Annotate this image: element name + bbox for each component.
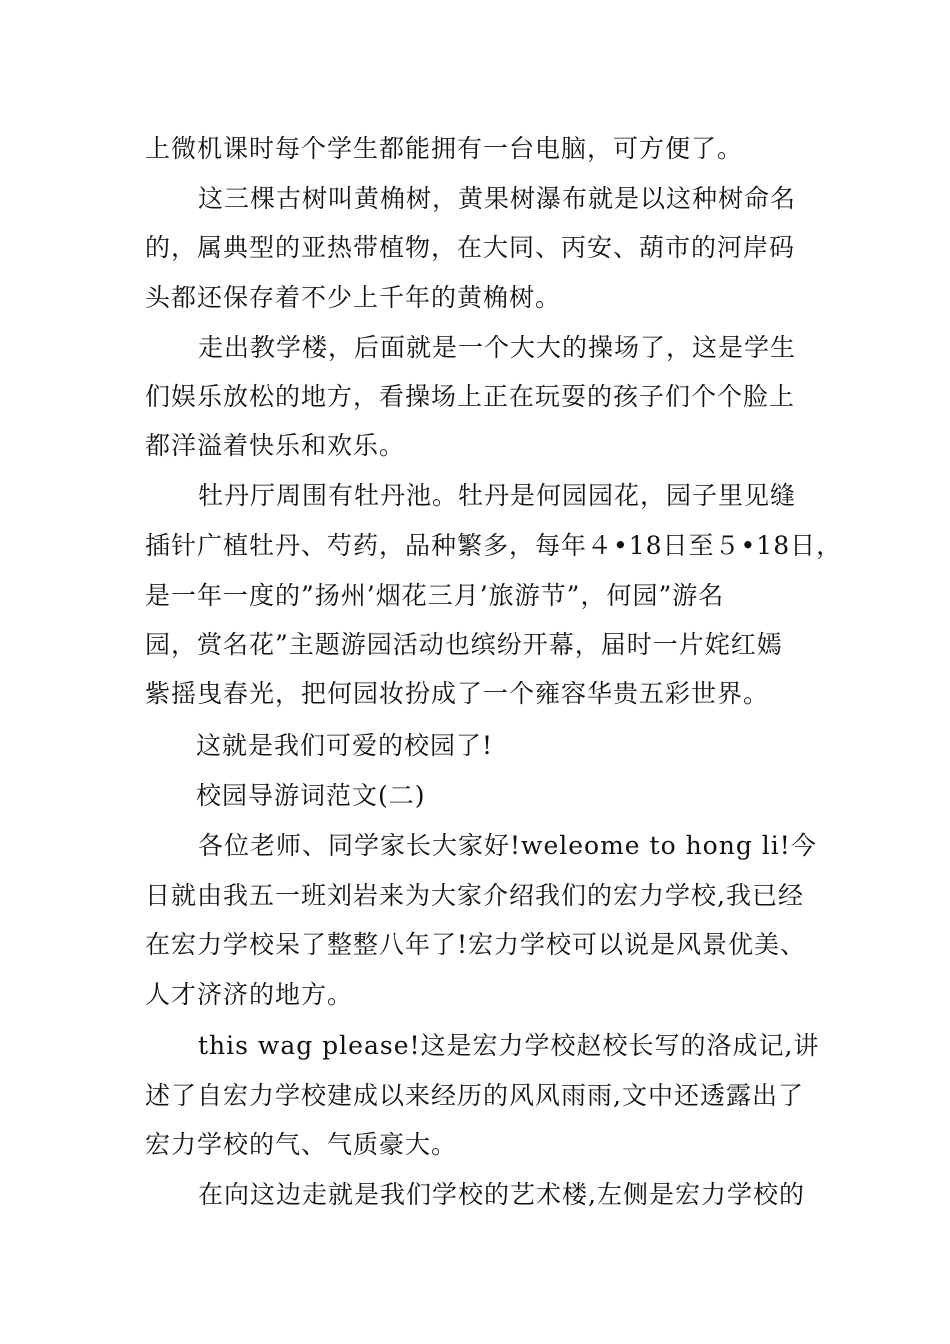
- text-line: 在宏力学校呆了整整八年了!宏力学校可以说是风景优美、: [145, 930, 807, 959]
- text-line: 人才济济的地方。: [145, 980, 354, 1009]
- text-line: 是一年一度的”扬州’烟花三月’旅游节”，何园”游名: [145, 581, 725, 610]
- text-line: 们娱乐放松的地方，看操场上正在玩耍的孩子们个个脸上: [145, 382, 796, 411]
- text-line: 宏力学校的气、气质豪大。: [145, 1130, 458, 1159]
- text-line: 都洋溢着快乐和欢乐。: [145, 431, 406, 460]
- text-line: 上微机课时每个学生都能拥有一台电脑，可方便了。: [145, 134, 744, 163]
- paragraph-start-line: this wag please!这是宏力学校赵校长写的洛成记,讲: [198, 1031, 820, 1060]
- section-heading: 校园导游词范文(二): [196, 781, 426, 810]
- paragraph-start-line: 在向这边走就是我们学校的艺术楼,左侧是宏力学校的: [198, 1180, 805, 1209]
- text-line: 的，属典型的亚热带植物，在大同、丙安、葫市的河岸码: [145, 233, 796, 262]
- text-line: 头都还保存着不少上千年的黄桷树。: [145, 283, 562, 312]
- text-line: 述了自宏力学校建成以来经历的风风雨雨,文中还透露出了: [145, 1081, 804, 1110]
- paragraph-start-line: 这三棵古树叫黄桷树，黄果树瀑布就是以这种树命名: [198, 184, 797, 213]
- paragraph-start-line: 这就是我们可爱的校园了!: [196, 731, 494, 760]
- paragraph-start-line: 牡丹厅周围有牡丹池。牡丹是何园园花，园子里见缝: [198, 481, 797, 510]
- text-line: 紫摇曳春光，把何园妆扮成了一个雍容华贵五彩世界。: [145, 679, 770, 708]
- text-line: 园，赏名花”主题游园活动也缤纷开幕，届时一片姹红嫣: [145, 630, 783, 659]
- text-line: 插针广植牡丹、芍药，品种繁多，每年４•18日至５•18日，: [145, 531, 843, 560]
- paragraph-start-line: 各位老师、同学家长大家好!weleome to hong li!今: [198, 831, 817, 860]
- paragraph-start-line: 走出教学楼，后面就是一个大大的操场了，这是学生: [198, 333, 797, 362]
- text-line: 日就由我五一班刘岩来为大家介绍我们的宏力学校,我已经: [145, 881, 804, 910]
